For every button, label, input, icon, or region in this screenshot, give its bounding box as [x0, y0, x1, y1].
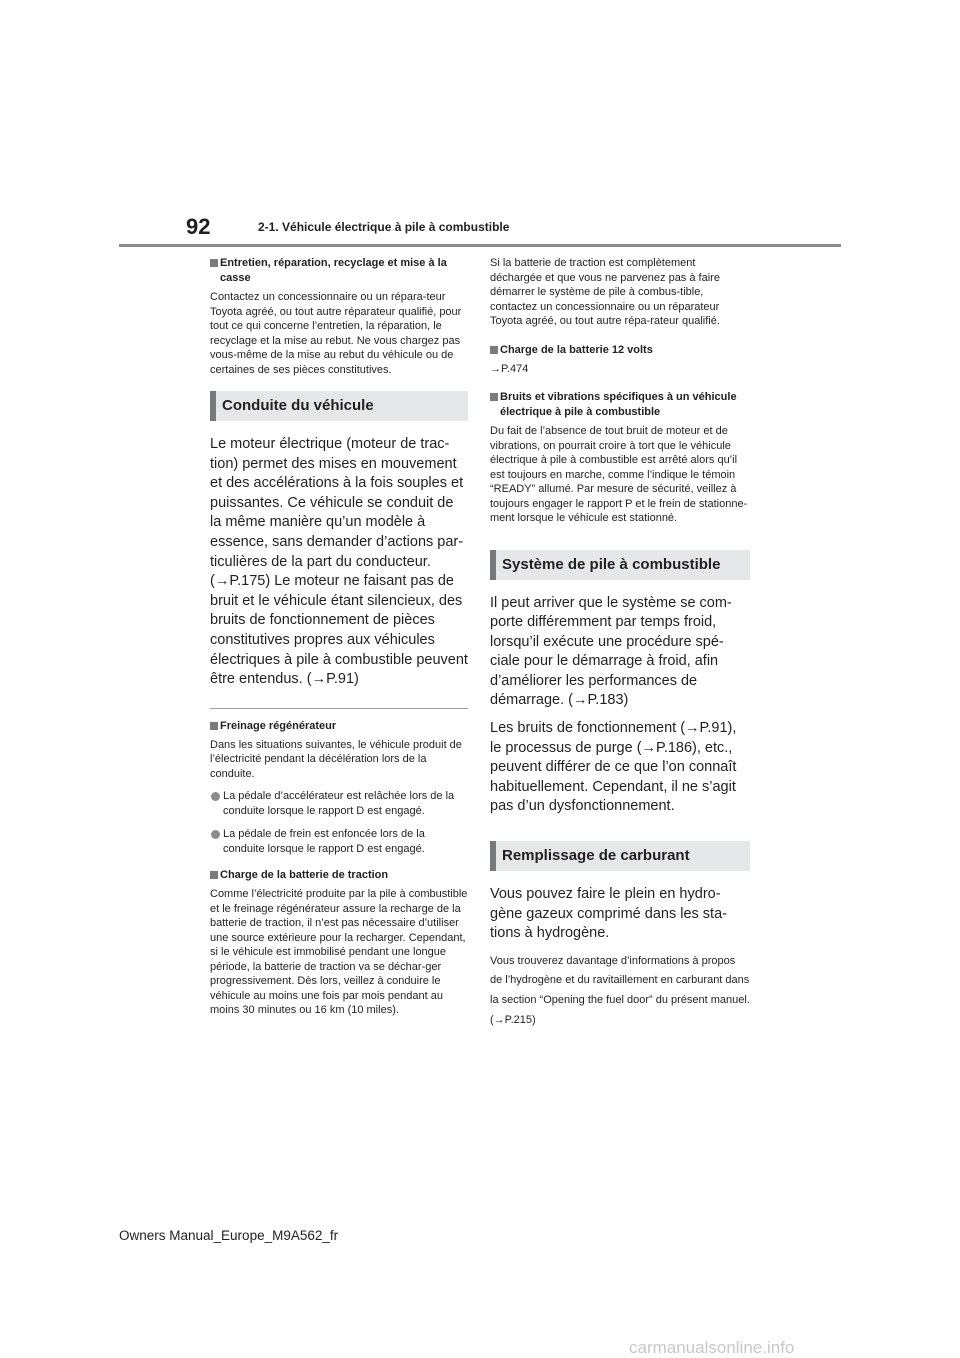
- section-bar: [210, 391, 216, 421]
- charge-traction-text: Comme l’électricité produite par la pile à combustible et le freinage régénérateur assure la recharge de la batterie de traction, il n’est pas nécessaire d’utiliser une source extérieure pour la recharger. Cependant, si le véhicule est immobilisé pendant une longue période, la batterie de traction va se déchar-ger progressivement. Dès lors, veillez à conduire le véhicule au moins une fois par mois pendant au moins 30 minutes ou 16 km (10 miles).: [210, 888, 468, 1017]
- subheading-text: Entretien, réparation, recyclage et mise à la casse: [220, 257, 447, 284]
- left-column: [210, 256, 468, 1032]
- section-label: Système de pile à combustible: [502, 555, 721, 573]
- subheading-bruits: [490, 390, 750, 420]
- subheading-charge-traction: [210, 868, 468, 883]
- section-heading-conduite: [210, 391, 468, 421]
- circle-bullet-icon: [211, 830, 220, 839]
- bullet-item: [210, 789, 468, 818]
- section-label: Remplissage de carburant: [502, 847, 690, 865]
- subheading-text: Freinage régénérateur: [220, 719, 337, 732]
- section-heading-remplissage: [490, 841, 750, 871]
- subheading-text: Charge de la batterie de traction: [220, 869, 389, 882]
- divider: [210, 708, 468, 709]
- square-bullet-icon: [210, 722, 218, 730]
- subheading-freinage: [210, 719, 468, 734]
- section-bar: [490, 550, 496, 580]
- systeme-text-2: Les bruits de fonctionnement (→P.91), le processus de purge (→P.186), etc., peuvent différer de ce que l’on connaît habituellement. Cependant, il ne s’agit pas d’un dysfonctionnement.: [490, 720, 737, 815]
- page-number: 92: [186, 214, 211, 239]
- square-bullet-icon: [210, 871, 218, 879]
- watermark: carmanualsonline.info: [629, 1338, 795, 1357]
- subheading-text: Bruits et vibrations spécifiques à un véhicule électrique à pile à combustible: [500, 391, 737, 418]
- square-bullet-icon: [490, 393, 498, 401]
- charge-12v-ref: →P.474: [490, 362, 529, 375]
- footer-text: Owners Manual_Europe_M9A562_fr: [119, 1228, 339, 1243]
- intro-text: Si la batterie de traction est complètement déchargée et que vous ne parvenez pas à faire démarrer le système de pile à combus-tible, contactez un concessionnaire ou un réparateur Toyota agréé, ou tout autre répa-rateur qualifié.: [490, 257, 720, 327]
- bullet-item: [210, 827, 468, 856]
- bullet-text: La pédale de frein est enfoncée lors de la conduite lorsque le rapport D est engagé.: [223, 828, 425, 855]
- remplissage-text-1: Vous pouvez faire le plein en hydro-gène gazeux comprimé dans les sta-tions à hydrogène.: [490, 886, 727, 942]
- section-bar: [490, 841, 496, 871]
- subheading-text: Charge de la batterie 12 volts: [500, 343, 653, 356]
- section-heading-systeme: [490, 550, 750, 580]
- right-column: [490, 256, 750, 1030]
- bullet-text: La pédale d’accélérateur est relâchée lors de la conduite lorsque le rapport D est engagé.: [223, 790, 455, 817]
- entretien-text: Contactez un concessionnaire ou un répara-teur Toyota agréé, ou tout autre réparateur qualifié, pour tout ce qui concerne l’entretien, la réparation, le recyclage et la mise au rebut. Ne vous chargez pas vous-même de la mise au rebut du véhicule ou de certaines de ses pièces constitutives.: [210, 291, 462, 376]
- square-bullet-icon: [490, 346, 498, 354]
- subheading-charge-12v: [490, 343, 750, 358]
- circle-bullet-icon: [211, 792, 220, 801]
- bruits-text: Du fait de l’absence de tout bruit de moteur et de vibrations, on pourrait croire à tort que le véhicule électrique à pile à combustible est arrêté alors qu’il est toujours en marche, comme l’indique le témoin “READY” allumé. Par mesure de sécurité, veillez à toujours engager le rapport P et le frein de stationne-ment lorsque le véhicule est stationné.: [490, 425, 748, 524]
- square-bullet-icon: [210, 259, 218, 267]
- header-rule: [119, 244, 841, 247]
- subheading-entretien: [210, 256, 468, 286]
- remplissage-text-2: Vous trouverez davantage d’informations à propos de l’hydrogène et du ravitaillement en carburant dans la section “Opening the fuel door” du présent manuel. (→P.215): [490, 954, 750, 1026]
- freinage-text: Dans les situations suivantes, le véhicule produit de l’électricité pendant la décélération lors de la conduite.: [210, 738, 462, 780]
- conduite-text: Le moteur électrique (moteur de trac-tion) permet des mises en mouvement et des accélérations à la fois souples et puissantes. Ce véhicule se conduit de la même manière qu’un modèle à essence, sans demander d’actions par-ticulières de la part du conducteur. (→P.175) Le moteur ne faisant pas de bruit et le véhicule étant silencieux, des bruits de fonctionnement de pièces constitutives propres aux véhicules électriques à pile à combustible peuvent être entendus. (→P.91): [210, 436, 468, 688]
- systeme-text-1: Il peut arriver que le système se com-porte différemment par temps froid, lorsqu’il exécute une procédure spé-ciale pour le démarrage à froid, afin d’améliorer les performances de démarrage. (→P.183): [490, 594, 732, 709]
- section-label: Conduite du véhicule: [222, 397, 374, 414]
- chapter-title: 2-1. Véhicule électrique à pile à combustible: [258, 220, 510, 234]
